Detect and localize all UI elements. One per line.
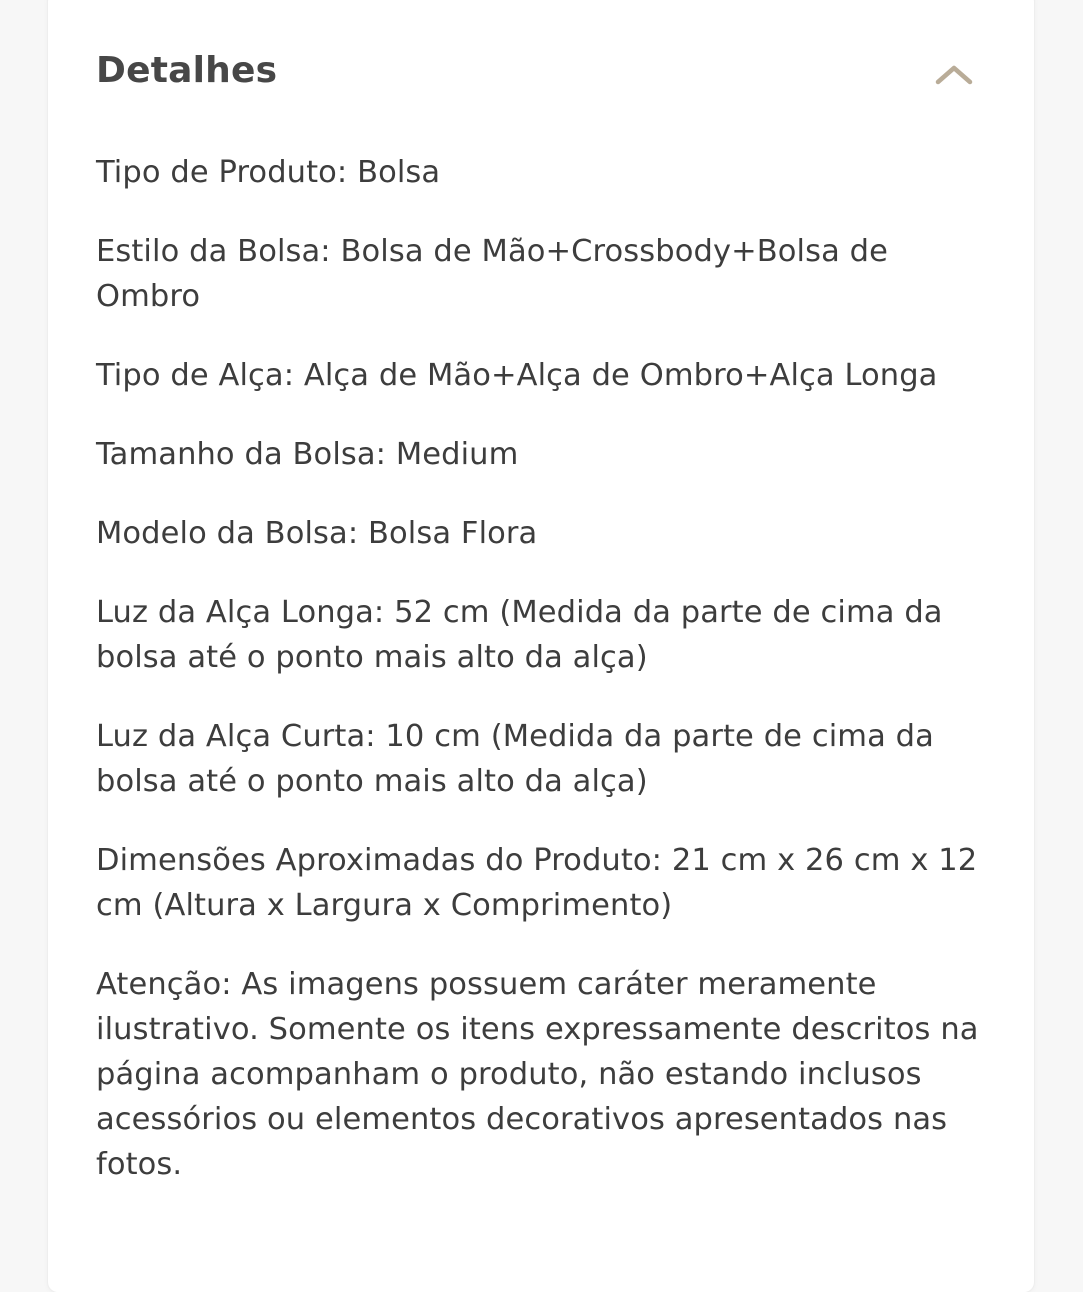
chevron-up-icon[interactable] [932,60,976,88]
detail-disclaimer: Atenção: As imagens possuem caráter meramente ilustrativo. Somente os itens expressamente descritos na página acompanham o produto, não estando inclusos acessórios ou elementos decorativos apresentados nas fotos. [96,967,979,1182]
section-title: Detalhes [96,50,278,91]
details-list [96,150,996,1221]
detail-bag-model: Modelo da Bolsa: Bolsa Flora [96,516,538,551]
detail-bag-size: Tamanho da Bolsa: Medium [96,437,519,472]
detail-dimensions: Dimensões Aproximadas do Produto: 21 cm x 26 cm x 12 cm (Altura x Largura x Comprimento) [96,843,978,923]
detail-long-strap-drop: Luz da Alça Longa: 52 cm (Medida da parte de cima da bolsa até o ponto mais alto da alça) [96,595,943,675]
detail-bag-style: Estilo da Bolsa: Bolsa de Mão+Crossbody+Bolsa de Ombro [96,234,889,314]
details-header[interactable] [48,0,1034,162]
details-card [48,0,1034,1292]
detail-strap-type: Tipo de Alça: Alça de Mão+Alça de Ombro+Alça Longa [96,358,938,393]
detail-short-strap-drop: Luz da Alça Curta: 10 cm (Medida da parte de cima da bolsa até o ponto mais alto da alça) [96,719,934,799]
detail-product-type: Tipo de Produto: Bolsa [96,155,441,190]
